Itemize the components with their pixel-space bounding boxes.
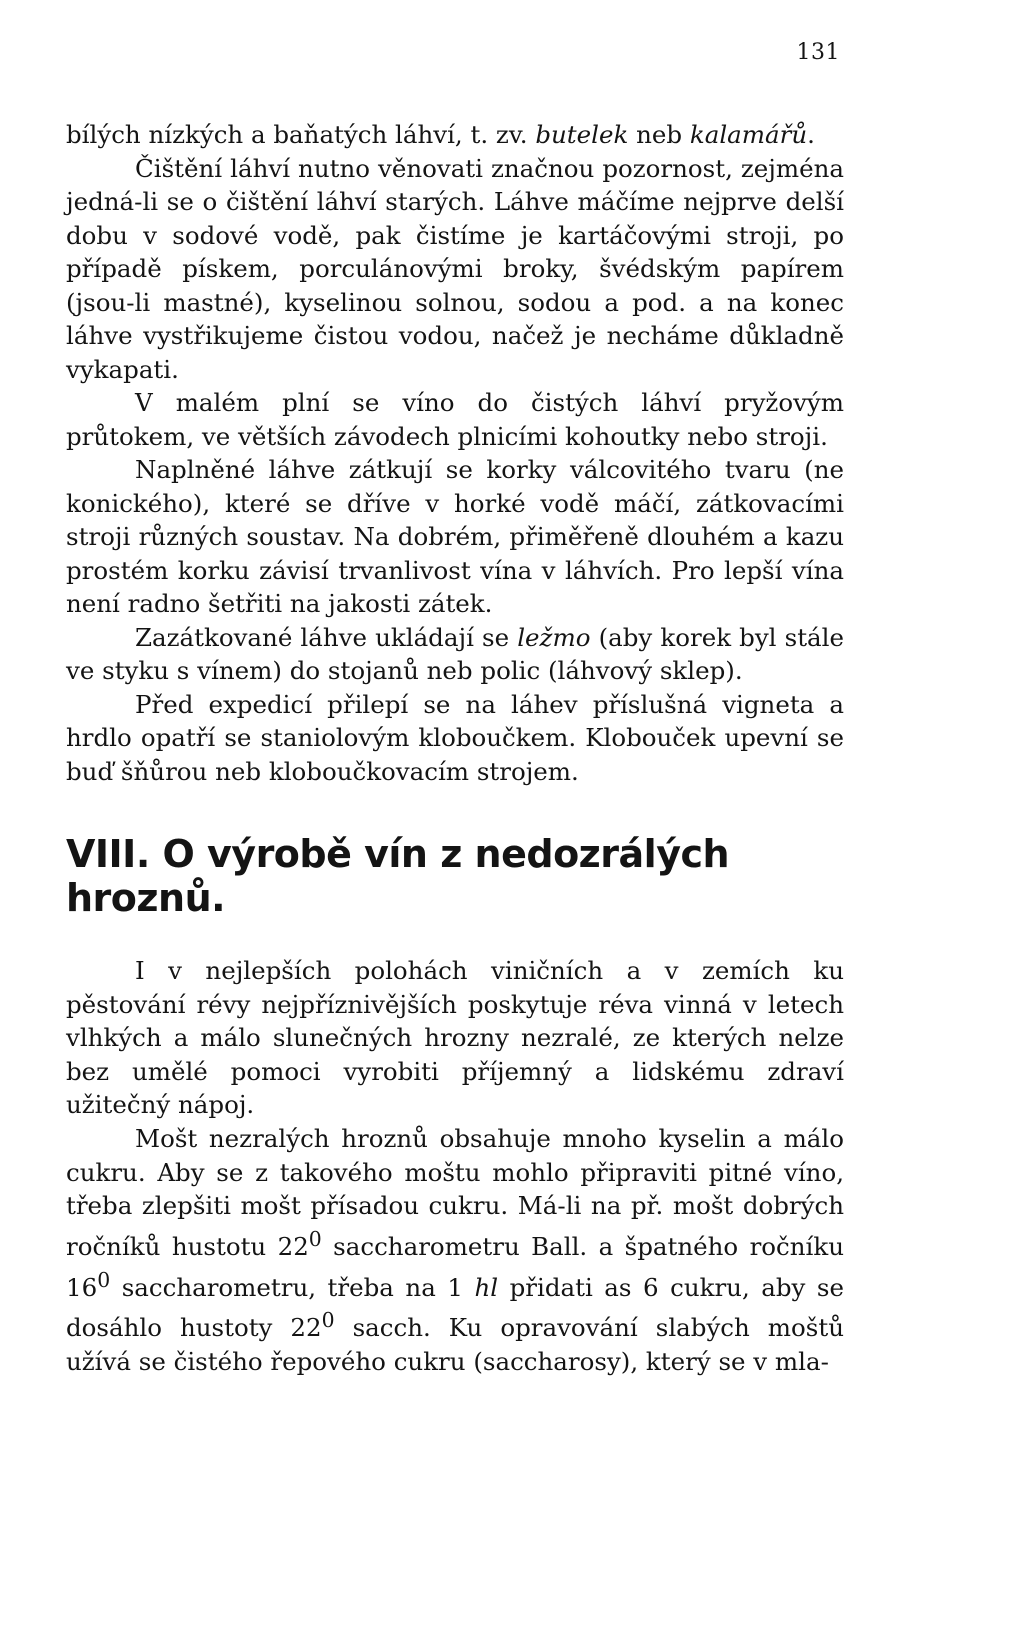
page-number: 131 [796,40,840,65]
paragraph-expedition: Před expedicí přilepí se na láhev příslušná vigneta a hrdlo opatří se staniolovým kloboučkem. Klobouček upevní se buď šňůrou neb kloboučkovacím strojem. [66,689,844,786]
term-kalamaru: kalamářů [689,120,808,149]
term-butelek: butelek [535,120,629,149]
paragraph-bottles: bílých nízkých a baňatých láhví, t. zv. butelek neb kalamářů. [66,120,815,149]
paragraph-unripe-grapes: I v nejlepších polohách viničních a v zemích ku pěstování révy nejpříznivějších poskytuje réva vinná v letech vlhkých a málo slunečných hrozny nezralé, ze kterých nelze bez umělé pomoci vyrobiti příjemný a lidskému zdraví užitečný nápoj. [66,956,844,1120]
chapter-heading: VIII. O výrobě vín z nedozrálých hroznů. [66,832,730,920]
paragraph-filling: V malém plní se víno do čistých láhví pryžovým průtokem, ve větších závodech plnicími kohoutky nebo stroji. [66,388,844,451]
section-unripe-grapes [66,954,844,1379]
term-lezmo: ležmo [517,622,591,652]
page-body [66,118,844,1379]
paragraph-corking: Naplněné láhve zátkují se korky válcovitého tvaru (ne konického), které se dříve v horké vodě máčí, zátkovacími stroji různých soustav. Na dobrém, přiměřeně dlouhém a kazu prostém korku závisí trvanlivost vína v láhvích. Pro lepší vína není radno šetřiti na jakosti zátek. [66,455,844,618]
paragraph-must-sugar: Mošt nezralých hroznů obsahuje mnoho kyselin a málo cukru. Aby se z takového moštu mohlo připraviti pitné víno, třeba zlepšiti mošt přísadou cukru. Má-li na př. mošt dobrých ročníků hustotu $22^0$ saccharometru Ball. a špatného ročníku $16^0$ saccharometru, třeba na 1 hl přidati as 6 cukru, aby se dosáhlo hustoty $22^0$ sacch. Ku opravování slabých moštů užívá se čistého řepového cukru (saccharosy), který se v mla- [66,1123,844,1376]
unit-hl: hl [474,1272,499,1302]
paragraph-cleaning: Čištění láhví nutno věnovati značnou pozornost, zejména jedná-li se o čištění láhví starých. Láhve máčíme nejprve delší dobu v sodové vodě, pak čistíme je kartáčovými stroji, po případě pískem, porculánovými broky, švédským papírem (jsou-li mastné), kyselinou solnou, sodou a pod. a na konec láhve vystřikujeme čistou vodou, načež je necháme důkladně vykapati. [66,153,844,384]
paragraph-storage: Zazátkované láhve ukládají se ležmo (aby korek byl stále ve styku s vínem) do stojanů neb polic (láhvový sklep). [66,622,844,685]
